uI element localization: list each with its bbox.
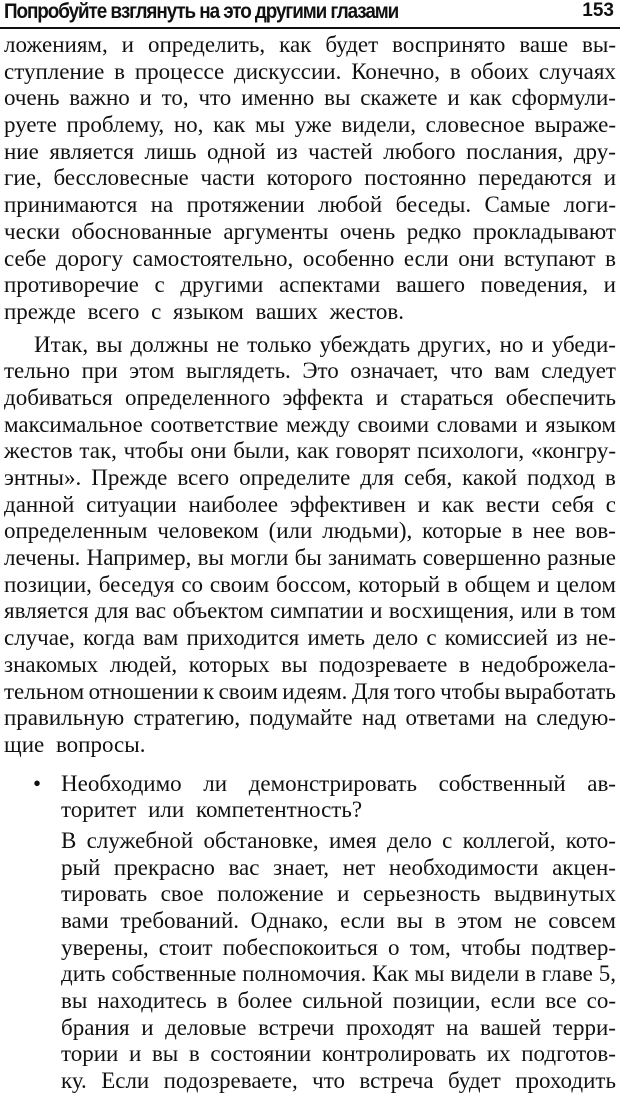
text-line: позиции, беседуя со своим боссом, который в общем и целом <box>4 571 616 597</box>
text-line: жестов так, чтобы они были, как говорят психологи, «конгру- <box>4 438 616 464</box>
header-rule <box>0 27 620 29</box>
text-line: ние является лишь одной из частей любого послания, дру- <box>4 138 616 164</box>
text-line: правильную стратегию, подумайте над ответами на следую- <box>4 705 616 731</box>
text-line: случае, когда вам приходится иметь дело с комиссией из не- <box>4 625 616 651</box>
bullet-answer-line: тории и вы в состоянии контролировать их подготов- <box>61 1041 616 1067</box>
bullet-item <box>4 771 616 1095</box>
bullet-answer-line: брания и деловые встречи проходят на вашей терри- <box>61 1014 616 1040</box>
bullet-question-line: Необходимо ли демонстрировать собственный ав- <box>61 770 616 796</box>
page-header <box>0 0 620 28</box>
bullet-answer-line: В служебной обстановке, имея дело с коллегой, кото- <box>61 827 616 853</box>
text-line: прежде всего с языком ваших жестов. <box>4 298 405 324</box>
text-line: себе дорогу самостоятельно, особенно если они вступают в <box>4 245 616 271</box>
bullet-answer-line: ку. Если подозреваете, что встреча будет проходить <box>61 1068 616 1094</box>
bullet-answer-line: тировать свое положение и серьезность выдвинутых <box>61 881 616 907</box>
text-line: данной ситуации наиболее эффективен и как вести себя с <box>4 491 616 517</box>
text-line: является для вас объектом симпатии и восхищения, или в том <box>4 598 616 624</box>
text-line: Итак, вы должны не только убеждать других, но и убеди- <box>34 331 616 357</box>
text-line: лечены. Например, вы могли бы занимать совершенно разные <box>4 545 616 571</box>
text-line: чески обоснованные аргументы очень редко прокладывают <box>4 218 616 244</box>
text-line: очень важно и то, что именно вы скажете и как сформули- <box>4 85 616 111</box>
text-line: добиваться определенного эффекта и стараться обеспечить <box>4 384 616 410</box>
text-line: противоречие с другими аспектами вашего поведения, и <box>4 272 616 298</box>
paragraph-2 <box>4 332 616 759</box>
text-line: знакомых людей, которых вы подозреваете в недоброжела- <box>4 651 616 677</box>
text-line: тельном отношении к своим идеям. Для того чтобы выработать <box>4 678 616 704</box>
text-line: тельно при этом выглядеть. Это означает, что вам следует <box>4 358 616 384</box>
text-line: гие, бессловесные части которого постоянно передаются и <box>4 165 616 191</box>
text-line: энтны». Прежде всего определите для себя, какой подход в <box>4 465 616 490</box>
text-line: ступление в процессе дискуссии. Конечно, в обоих случаях <box>4 58 616 84</box>
bullet-answer-line: вы находитесь в более сильной позиции, если все со- <box>61 988 616 1014</box>
running-title: Попробуйте взглянуть на это другими глазами <box>4 0 399 23</box>
bullet-question-line: торитет или компетентность? <box>61 797 363 823</box>
paragraph-1 <box>4 32 616 326</box>
text-line: принимаются на протяжении любой беседы. Самые логи- <box>4 192 616 218</box>
bullet-answer-line: уверены, стоит побеспокоиться о том, чтобы подтвер- <box>61 934 616 960</box>
bullet-answer-line: вами требований. Однако, если вы в этом не совсем <box>61 908 616 933</box>
bullet-answer-line: рый прекрасно вас знает, нет необходимости акцен- <box>61 854 616 880</box>
body-text <box>4 32 616 1095</box>
bullet-answer-line: дить собственные полномочия. Как мы видели в главе 5, <box>61 961 616 987</box>
text-line: руете проблему, но, как мы уже видели, словесное выраже- <box>4 112 616 138</box>
text-line: ложениям, и определить, как будет воспринято ваше вы- <box>4 32 616 57</box>
text-line: максимальное соответствие между своими словами и языком <box>4 411 616 437</box>
text-line: определенным человеком (или людьми), которые в нее вов- <box>4 518 616 544</box>
page-number: 153 <box>582 0 614 21</box>
text-line: щие вопросы. <box>4 731 146 757</box>
bullet-icon: • <box>33 770 42 796</box>
